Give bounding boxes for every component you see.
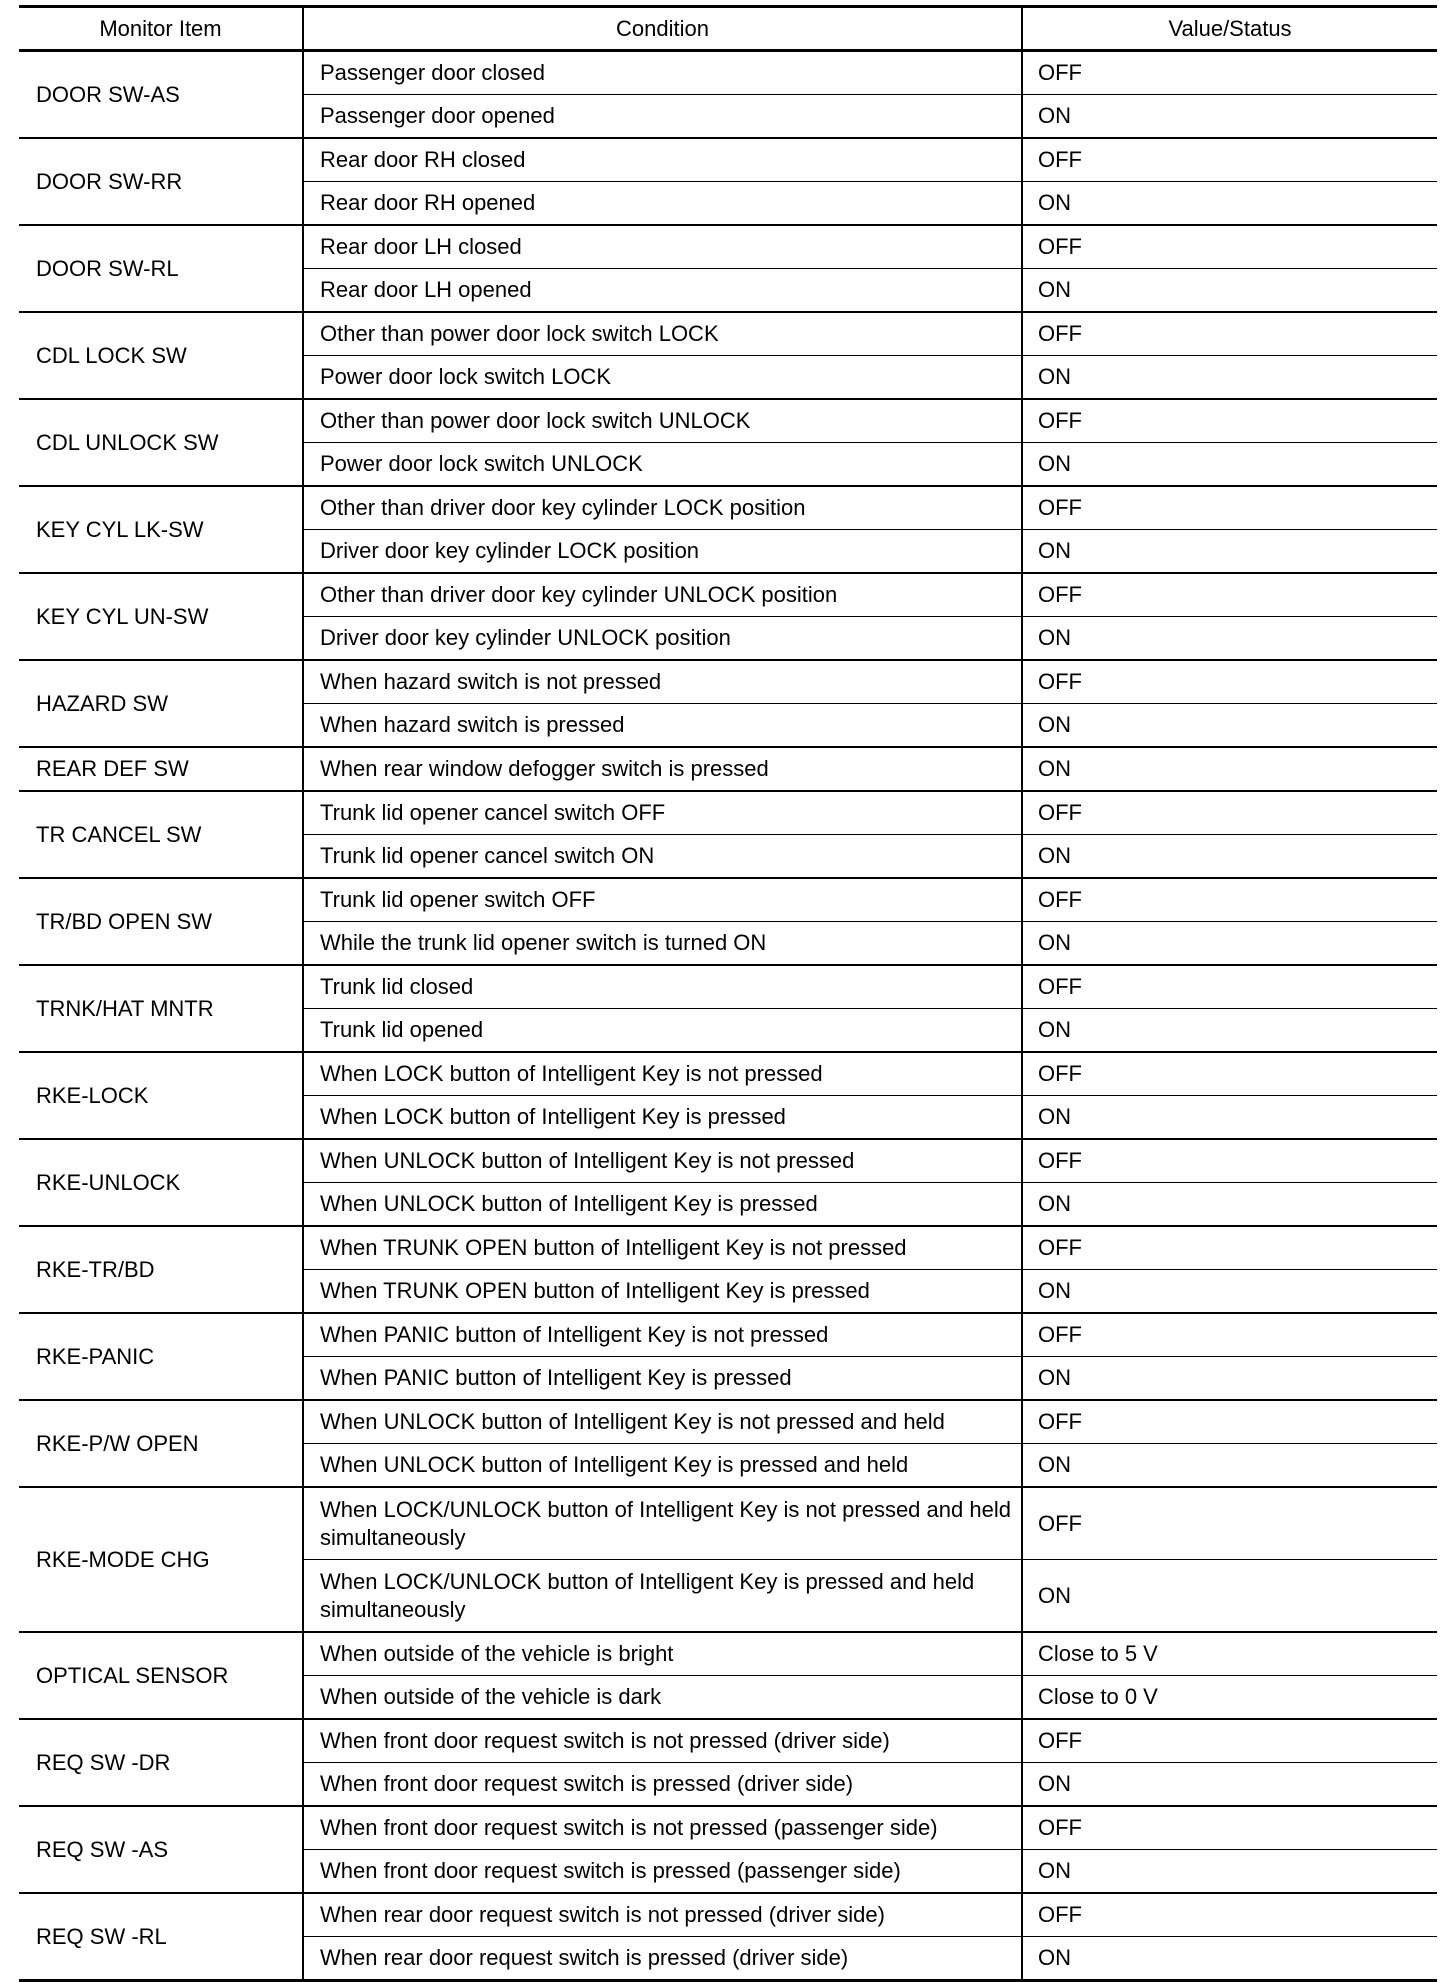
value-status-cell: Close to 5 V — [1022, 1632, 1437, 1676]
condition-cell: Driver door key cylinder LOCK position — [303, 530, 1022, 574]
condition-cell: Rear door RH opened — [303, 182, 1022, 226]
value-status-cell: OFF — [1022, 486, 1437, 530]
condition-cell: Rear door LH closed — [303, 225, 1022, 269]
monitor-item-cell: REQ SW -DR — [19, 1719, 303, 1806]
condition-cell: Trunk lid opener cancel switch ON — [303, 835, 1022, 879]
monitor-item-cell: DOOR SW-RL — [19, 225, 303, 312]
value-status-cell: ON — [1022, 922, 1437, 966]
value-status-cell: ON — [1022, 1357, 1437, 1401]
monitor-item-cell: OPTICAL SENSOR — [19, 1632, 303, 1719]
monitor-item-cell: RKE-UNLOCK — [19, 1139, 303, 1226]
condition-cell: Other than driver door key cylinder UNLOCK position — [303, 573, 1022, 617]
value-status-cell: ON — [1022, 1009, 1437, 1053]
monitor-item-cell: RKE-TR/BD — [19, 1226, 303, 1313]
condition-cell: Power door lock switch UNLOCK — [303, 443, 1022, 487]
value-status-cell: ON — [1022, 356, 1437, 400]
condition-cell: When rear window defogger switch is pressed — [303, 747, 1022, 791]
condition-cell: When UNLOCK button of Intelligent Key is pressed and held — [303, 1444, 1022, 1488]
value-status-cell: ON — [1022, 530, 1437, 574]
value-status-cell: ON — [1022, 835, 1437, 879]
condition-cell: When rear door request switch is pressed (driver side) — [303, 1937, 1022, 1981]
value-status-cell: OFF — [1022, 878, 1437, 922]
table-row — [19, 138, 1437, 182]
value-status-cell: OFF — [1022, 1487, 1437, 1560]
table-row — [19, 1226, 1437, 1270]
table-row — [19, 1052, 1437, 1096]
value-status-cell: OFF — [1022, 1719, 1437, 1763]
condition-cell: Trunk lid closed — [303, 965, 1022, 1009]
monitor-item-cell: RKE-PANIC — [19, 1313, 303, 1400]
monitor-item-cell: RKE-LOCK — [19, 1052, 303, 1139]
condition-cell: When TRUNK OPEN button of Intelligent Key is pressed — [303, 1270, 1022, 1314]
table-row — [19, 1400, 1437, 1444]
value-status-cell: ON — [1022, 443, 1437, 487]
condition-cell: When LOCK/UNLOCK button of Intelligent Key is pressed and held simultaneously — [303, 1560, 1022, 1633]
value-status-cell: OFF — [1022, 660, 1437, 704]
value-status-cell: ON — [1022, 747, 1437, 791]
condition-cell: When front door request switch is pressed (passenger side) — [303, 1850, 1022, 1894]
monitor-item-cell: TR/BD OPEN SW — [19, 878, 303, 965]
value-status-cell: ON — [1022, 1444, 1437, 1488]
table-row — [19, 312, 1437, 356]
value-status-cell: ON — [1022, 704, 1437, 748]
monitor-item-cell: RKE-P/W OPEN — [19, 1400, 303, 1487]
table-row — [19, 1632, 1437, 1676]
monitor-item-cell: TRNK/HAT MNTR — [19, 965, 303, 1052]
condition-cell: When hazard switch is not pressed — [303, 660, 1022, 704]
table-row — [19, 573, 1437, 617]
value-status-cell: OFF — [1022, 312, 1437, 356]
condition-cell: When UNLOCK button of Intelligent Key is pressed — [303, 1183, 1022, 1227]
value-status-cell: OFF — [1022, 138, 1437, 182]
condition-cell: Passenger door closed — [303, 51, 1022, 95]
condition-cell: When hazard switch is pressed — [303, 704, 1022, 748]
table-row — [19, 1806, 1437, 1850]
table-row — [19, 660, 1437, 704]
condition-cell: Other than driver door key cylinder LOCK position — [303, 486, 1022, 530]
condition-cell: Other than power door lock switch UNLOCK — [303, 399, 1022, 443]
condition-cell: When PANIC button of Intelligent Key is not pressed — [303, 1313, 1022, 1357]
condition-cell: When TRUNK OPEN button of Intelligent Key is not pressed — [303, 1226, 1022, 1270]
header-row — [19, 7, 1437, 51]
header-condition: Condition — [303, 7, 1022, 51]
value-status-cell: ON — [1022, 1763, 1437, 1807]
monitor-item-cell: DOOR SW-RR — [19, 138, 303, 225]
condition-cell: Driver door key cylinder UNLOCK position — [303, 617, 1022, 661]
table-row — [19, 1139, 1437, 1183]
value-status-cell: OFF — [1022, 1806, 1437, 1850]
monitor-item-cell: TR CANCEL SW — [19, 791, 303, 878]
value-status-cell: OFF — [1022, 1139, 1437, 1183]
condition-cell: When front door request switch is not pressed (passenger side) — [303, 1806, 1022, 1850]
value-status-cell: OFF — [1022, 573, 1437, 617]
monitor-item-cell: DOOR SW-AS — [19, 51, 303, 139]
table-row — [19, 878, 1437, 922]
value-status-cell: ON — [1022, 1183, 1437, 1227]
table-row — [19, 1313, 1437, 1357]
table-row — [19, 1487, 1437, 1560]
value-status-cell: OFF — [1022, 1313, 1437, 1357]
monitor-item-cell: REQ SW -RL — [19, 1893, 303, 1981]
value-status-cell: ON — [1022, 1096, 1437, 1140]
table-row — [19, 747, 1437, 791]
monitor-item-cell: RKE-MODE CHG — [19, 1487, 303, 1632]
monitor-item-cell: HAZARD SW — [19, 660, 303, 747]
value-status-cell: OFF — [1022, 1893, 1437, 1937]
value-status-cell: ON — [1022, 1560, 1437, 1633]
value-status-cell: ON — [1022, 1850, 1437, 1894]
value-status-cell: Close to 0 V — [1022, 1676, 1437, 1720]
table-body — [19, 51, 1437, 1981]
value-status-cell: OFF — [1022, 1052, 1437, 1096]
value-status-cell: OFF — [1022, 51, 1437, 95]
condition-cell: Trunk lid opener cancel switch OFF — [303, 791, 1022, 835]
monitor-item-cell: REQ SW -AS — [19, 1806, 303, 1893]
condition-cell: When outside of the vehicle is dark — [303, 1676, 1022, 1720]
table-row — [19, 965, 1437, 1009]
condition-cell: When front door request switch is not pressed (driver side) — [303, 1719, 1022, 1763]
value-status-cell: ON — [1022, 182, 1437, 226]
value-status-cell: OFF — [1022, 399, 1437, 443]
condition-cell: Passenger door opened — [303, 95, 1022, 139]
header-monitor-item: Monitor Item — [19, 7, 303, 51]
value-status-cell: OFF — [1022, 1400, 1437, 1444]
condition-cell: When rear door request switch is not pressed (driver side) — [303, 1893, 1022, 1937]
condition-cell: When LOCK button of Intelligent Key is not pressed — [303, 1052, 1022, 1096]
table-row — [19, 51, 1437, 95]
value-status-cell: OFF — [1022, 225, 1437, 269]
condition-cell: Rear door LH opened — [303, 269, 1022, 313]
condition-cell: Rear door RH closed — [303, 138, 1022, 182]
condition-cell: When front door request switch is pressed (driver side) — [303, 1763, 1022, 1807]
table-row — [19, 399, 1437, 443]
table-row — [19, 1893, 1437, 1937]
monitor-item-cell: REAR DEF SW — [19, 747, 303, 791]
value-status-cell: ON — [1022, 617, 1437, 661]
condition-cell: When LOCK/UNLOCK button of Intelligent Key is not pressed and held simultaneously — [303, 1487, 1022, 1560]
table-row — [19, 1719, 1437, 1763]
monitor-item-cell: KEY CYL LK-SW — [19, 486, 303, 573]
value-status-cell: ON — [1022, 95, 1437, 139]
condition-cell: Power door lock switch LOCK — [303, 356, 1022, 400]
table-row — [19, 486, 1437, 530]
header-value-status: Value/Status — [1022, 7, 1437, 51]
condition-cell: When UNLOCK button of Intelligent Key is not pressed — [303, 1139, 1022, 1183]
value-status-cell: OFF — [1022, 965, 1437, 1009]
monitor-item-cell: KEY CYL UN-SW — [19, 573, 303, 660]
condition-cell: When UNLOCK button of Intelligent Key is not pressed and held — [303, 1400, 1022, 1444]
condition-cell: When outside of the vehicle is bright — [303, 1632, 1022, 1676]
value-status-cell: OFF — [1022, 791, 1437, 835]
condition-cell: When PANIC button of Intelligent Key is pressed — [303, 1357, 1022, 1401]
monitor-item-cell: CDL UNLOCK SW — [19, 399, 303, 486]
condition-cell: Trunk lid opener switch OFF — [303, 878, 1022, 922]
table-row — [19, 791, 1437, 835]
condition-cell: Other than power door lock switch LOCK — [303, 312, 1022, 356]
condition-cell: Trunk lid opened — [303, 1009, 1022, 1053]
table-row — [19, 225, 1437, 269]
value-status-cell: ON — [1022, 269, 1437, 313]
monitor-item-cell: CDL LOCK SW — [19, 312, 303, 399]
value-status-cell: ON — [1022, 1937, 1437, 1981]
condition-cell: When LOCK button of Intelligent Key is pressed — [303, 1096, 1022, 1140]
value-status-cell: ON — [1022, 1270, 1437, 1314]
condition-cell: While the trunk lid opener switch is turned ON — [303, 922, 1022, 966]
monitor-item-table — [19, 5, 1437, 1982]
value-status-cell: OFF — [1022, 1226, 1437, 1270]
